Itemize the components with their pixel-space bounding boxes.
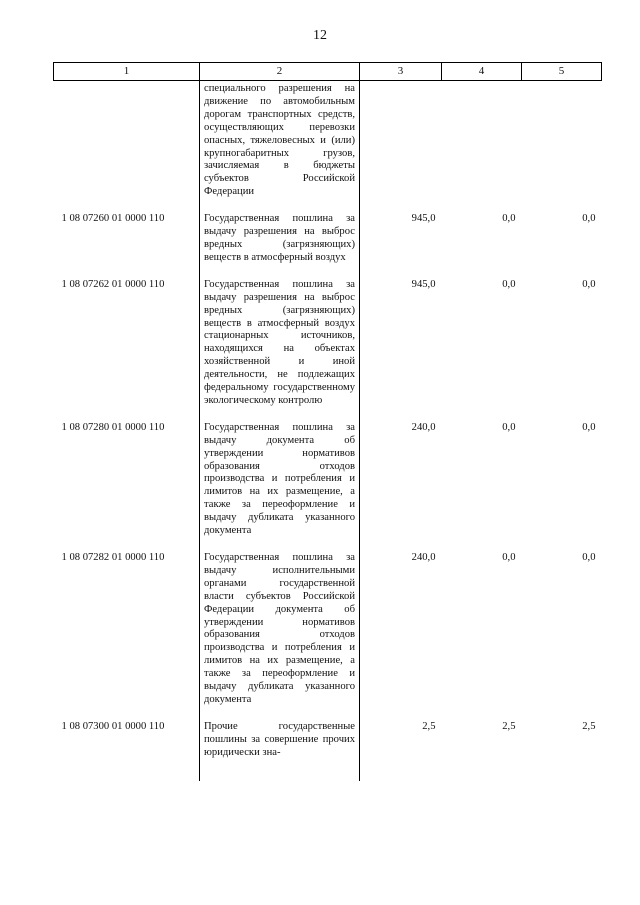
- value-col3: 945,0: [411, 278, 436, 290]
- revenue-description: Прочие государственные пошлины за совершение прочих юридически зна-: [200, 721, 360, 781]
- table-row: [54, 422, 602, 552]
- column-header: 3: [360, 63, 442, 81]
- revenue-description: Государственная пошлина за выдачу документа об утверждении нормативов образования отходов производства и потребления и лимитов на их размещение, а также за переоформление и выдачу дубликата указанного документа: [200, 422, 360, 552]
- revenue-description: Государственная пошлина за выдачу разрешения на выброс вредных (загрязняющих) веществ в атмосферный воздух: [200, 213, 360, 279]
- table-row: [54, 81, 602, 214]
- table-row: [54, 721, 602, 781]
- page-number: 12: [313, 28, 327, 43]
- revenue-description: Государственная пошлина за выдачу разрешения на выброс вредных (загрязняющих) веществ в атмосферный воздух стационарных источников, находящихся на объектах хозяйственной и иной деятельности, не подлежащих федеральному государственному экологическому контролю: [200, 279, 360, 422]
- table-row: [54, 213, 602, 279]
- value-col4: [442, 81, 522, 214]
- column-header: 1: [54, 63, 200, 81]
- value-col4: 0,0: [502, 421, 516, 433]
- revenue-description: специального разрешения на движение по автомобильным дорогам транспортных средств, осуществляющих перевозки опасных, тяжеловесных и (или) крупногабаритных грузов, зачисляемая в бюджеты субъектов Российской Федерации: [200, 81, 360, 214]
- column-header: 4: [442, 63, 522, 81]
- budget-code: 1 08 07282 01 0000 110: [61, 552, 165, 563]
- value-col3: 240,0: [411, 552, 436, 563]
- budget-code: [54, 81, 200, 214]
- value-col3: 945,0: [411, 213, 436, 225]
- table-header-row: [54, 63, 602, 81]
- table-row: [54, 279, 602, 422]
- value-col3: 240,0: [411, 421, 436, 433]
- value-col5: 0,0: [582, 213, 596, 225]
- value-col5: 0,0: [582, 278, 596, 290]
- value-col3: [360, 81, 442, 214]
- value-col3: 2,5: [422, 720, 436, 732]
- table-row: [54, 552, 602, 721]
- value-col4: 0,0: [502, 278, 516, 290]
- value-col5: 0,0: [582, 552, 596, 563]
- budget-code: 1 08 07262 01 0000 110: [61, 278, 165, 290]
- budget-code: 1 08 07260 01 0000 110: [61, 213, 165, 225]
- column-header: 2: [200, 63, 360, 81]
- value-col5: 0,0: [582, 421, 596, 433]
- value-col5: [522, 81, 602, 214]
- value-col4: 0,0: [502, 552, 516, 563]
- budget-code: 1 08 07300 01 0000 110: [61, 720, 165, 732]
- column-header: 5: [522, 63, 602, 81]
- budget-revenue-table: [53, 62, 602, 781]
- revenue-description: Государственная пошлина за выдачу исполнительными органами государственной власти субъектов Российской Федерации документа об утверждении нормативов образования отходов производства и потребления и лимитов на их размещение, а также за переоформление и выдачу дубликата указанного документа: [200, 552, 360, 721]
- value-col4: 0,0: [502, 213, 516, 225]
- value-col4: 2,5: [502, 720, 516, 732]
- value-col5: 2,5: [582, 720, 596, 732]
- budget-code: 1 08 07280 01 0000 110: [61, 421, 165, 433]
